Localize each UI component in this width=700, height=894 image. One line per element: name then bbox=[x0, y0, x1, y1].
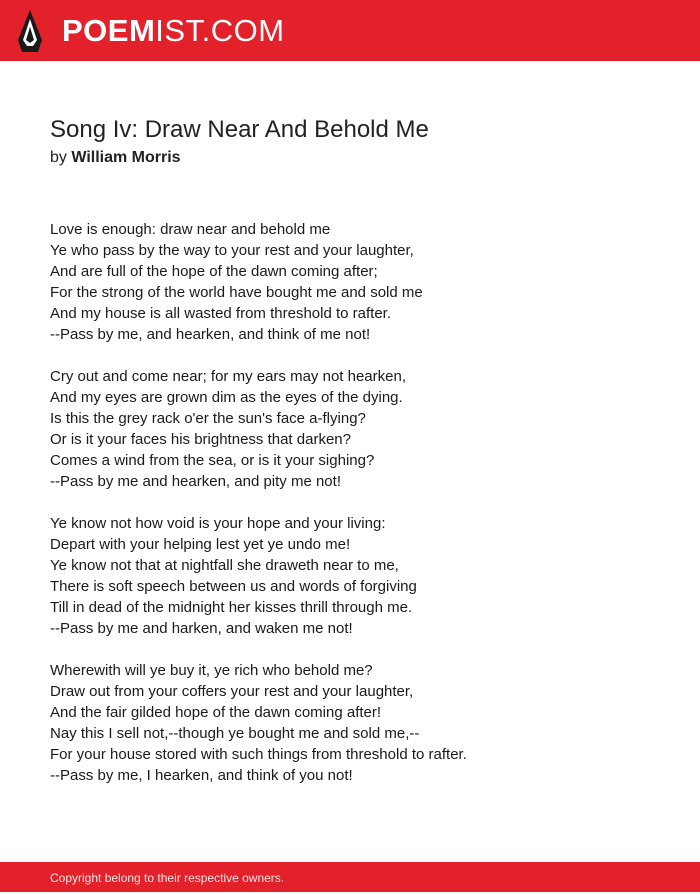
poem-body bbox=[50, 219, 670, 807]
poem-line: Nay this I sell not,--though ye bought me and sold me,-- bbox=[50, 725, 420, 742]
poem-line: And my house is all wasted from threshold to rafter. bbox=[50, 305, 391, 322]
poem-line: Wherewith will ye buy it, ye rich who behold me? bbox=[50, 662, 373, 679]
site-header bbox=[0, 0, 700, 61]
site-logo-text[interactable] bbox=[62, 11, 285, 51]
byline bbox=[50, 149, 181, 167]
poem-line: Love is enough: draw near and behold me bbox=[50, 221, 331, 238]
poem-line: And are full of the hope of the dawn coming after; bbox=[50, 263, 378, 280]
poem-line: Cry out and come near; for my ears may not hearken, bbox=[50, 368, 406, 385]
stanza bbox=[50, 513, 670, 639]
poem-line: --Pass by me and hearken, and pity me not! bbox=[50, 473, 341, 490]
brand-light: IST.COM bbox=[155, 13, 285, 48]
copyright-notice: Copyright belong to their respective owners. bbox=[50, 871, 285, 885]
poem-line: Ye know not how void is your hope and your living: bbox=[50, 515, 386, 532]
poem-line: Ye who pass by the way to your rest and your laughter, bbox=[50, 242, 414, 259]
poem-line: Draw out from your coffers your rest and your laughter, bbox=[50, 683, 414, 700]
poem-line: For your house stored with such things from threshold to rafter. bbox=[50, 746, 467, 763]
poem-line: Or is it your faces his brightness that darken? bbox=[50, 431, 351, 448]
stanza bbox=[50, 219, 670, 345]
poem-line: Is this the grey rack o'er the sun's face a-flying? bbox=[50, 410, 366, 427]
poem-line: --Pass by me, and hearken, and think of me not! bbox=[50, 326, 371, 343]
poem-title: Song Iv: Draw Near And Behold Me bbox=[50, 116, 429, 143]
author-name: William Morris bbox=[71, 149, 181, 166]
poem-line: Ye know not that at nightfall she draweth near to me, bbox=[50, 557, 399, 574]
poem-line: And the fair gilded hope of the dawn coming after! bbox=[50, 704, 382, 721]
stanza bbox=[50, 366, 670, 492]
poem-line: For the strong of the world have bought me and sold me bbox=[50, 284, 423, 301]
brand-bold: POEM bbox=[62, 13, 156, 48]
poem-line: Comes a wind from the sea, or is it your sighing? bbox=[50, 452, 375, 469]
site-footer bbox=[0, 862, 700, 892]
by-label: by bbox=[50, 149, 67, 166]
poem-line: And my eyes are grown dim as the eyes of the dying. bbox=[50, 389, 403, 406]
poem-line: --Pass by me and harken, and waken me not! bbox=[50, 620, 353, 637]
poem-line: There is soft speech between us and words of forgiving bbox=[50, 578, 417, 595]
poem-line: --Pass by me, I hearken, and think of you not! bbox=[50, 767, 353, 784]
poem-line: Till in dead of the midnight her kisses thrill through me. bbox=[50, 599, 413, 616]
stanza bbox=[50, 660, 670, 786]
poem-line: Depart with your helping lest yet ye undo me! bbox=[50, 536, 351, 553]
pencil-tip-icon[interactable] bbox=[18, 10, 42, 52]
